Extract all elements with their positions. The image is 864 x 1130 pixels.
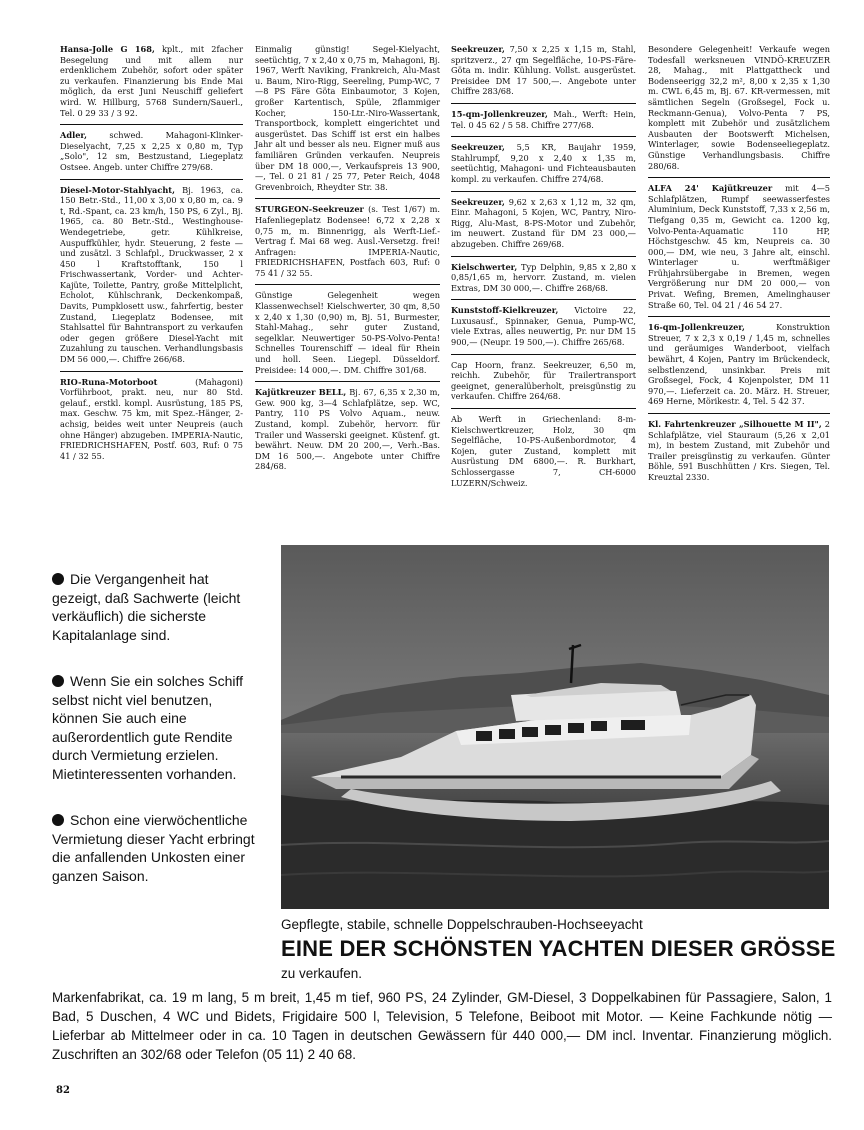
classified-ad [451,44,636,97]
ad-text: Victoire 22, Luxusausf., Spinnaker, Genua, Pump-WC, viele Extras, alles neuwertig, Pr. nur DM 15 900,— (Neupr. 19 500,—). Chiffre 265/68. [451,305,636,348]
selling-point [52,811,258,885]
ad-heading: ALFA 24' Kajütkreuzer [648,183,773,194]
ad-divider [451,299,636,300]
feature-caption: Gepflegte, stabile, schnelle Doppelschrauben-Hochseeyacht [281,917,643,932]
feature-subline: zu verkaufen. [281,966,363,981]
ad-text: Mah., Werft: Hein, Tel. 0 45 62 / 5 58. Chiffre 277/68. [451,108,636,130]
selling-point [52,570,258,644]
ad-heading: Kunststoff-Kielkreuzer, [451,305,559,316]
ad-heading: Adler, [60,130,87,141]
selling-point [52,672,258,783]
ad-heading: Hansa-Jolle G 168, [60,44,155,54]
ad-text: 9,62 x 2,63 x 1,12 m, 32 qm, Einr. Mahagoni, 5 Kojen, WC, Pantry, Niro-Rigg, Alu-Mast, 8-PS-Motor und Zubehör, im neuwert. Zustand für DM 23 000,— abzugeben. Chiffre 269/68. [451,196,636,249]
bullet-dot-icon [52,675,64,687]
ad-divider [60,371,243,372]
selling-point-text: Die Vergangenheit hat gezeigt, daß Sachwerte (leicht verkäuflich) die sicherste Kapitalanlage sind. [52,571,241,643]
classified-ad [255,290,440,375]
feature-body: Markenfabrikat, ca. 19 m lang, 5 m breit, 1,45 m tief, 960 PS, 24 Zylinder, GM-Diesel, 3 Doppelkabinen für Passagiere, Salon, 1 Bad, 5 Duschen, 4 WC und Bidets, Frigidaire 500 l, Television, 5 Telefone, Beiboot mit Motor. — Keine Fachkunde nötig — Lieferbar ab Mittelmeer oder in ca. 10 Tagen in deutschen Gewässern für 440 000,— DM incl. Inventar. Finanzierung möglich. Zuschriften an 302/68 oder Telefon (05 11) 2 40 68. [52,990,832,1062]
ad-text: 2 Schlafplätze, viel Stauraum (5,26 x 2,01 m), in bestem Zustand, mit Zubehör und Trailer preisgünstig zu verkaufen. Günter Böhle, 591 Buschhütten / Krs. Siegen, Tel. Kreuztal 2330. [648,419,830,482]
ad-heading: 16-qm-Jollenkreuzer, [648,322,745,333]
ad-divider [255,284,440,285]
ad-text: (s. Test 1/67) m. Hafenliegeplatz Bodensee! 6,72 x 2,28 x 0,75 m, m. Binnenrigg, als Werft-Lief.-Vertrag f. Mai 68 weg. Ausl.-Versetzg. frei! Anfragen: IMPERIA-Nautic, FRIEDRICHSHAFEN, Postfach 603, Ruf: 0 75 41 / 32 55. [255,204,440,278]
selling-point-text: Wenn Sie ein solches Schiff selbst nicht viel benutzen, können Sie auch eine außerordentlich gute Rendite durch Vermietung erzielen. Mietinteressenten vorhanden. [52,673,244,782]
ad-text: kplt., mit 2facher Besegelung und mit allem nur erdenklichem Zubehör, sofort oder später zu verkaufen. Finanzierung bis Ende Mai möglich, da erst Juni Neuschiff geliefert wird. W. Hillburg, 5768 Sundern/Sauerl., Tel. 0 29 33 / 3 92. [60,44,243,118]
ad-text: Ab Werft in Griechenland: 8-m-Kielschwertkreuzer, Holz, 30 qm Segelfläche, 10-PS-Außenbordmotor, 4 Kojen, guter Zustand, komplett mit Ausrüstung DM 6800,—. R. Burkhart, Schlossergasse 7, CH-6000 LUZERN/Schweiz. [451,414,636,488]
ad-divider [451,408,636,409]
ad-divider [60,179,243,180]
classified-ad [648,322,830,407]
classified-ad [648,419,830,483]
ad-heading: Seekreuzer, [451,44,505,54]
ad-divider [255,381,440,382]
yacht-photo [281,545,829,909]
page-number: 82 [56,1085,70,1096]
classified-ad [255,204,440,278]
ad-text: Günstige Gelegenheit wegen Klassenwechsel! Kielschwerter, 30 qm, 8,50 x 2,40 x 1,30 (0,90) m, Bj. 51, Burmester, Stahl-Mahag., sehr guter Zustand, segelklar. Neuwertiger 50-PS-Volvo-Penta! Schnelles Tourenschiff — ideal für Rhein und holl. Seen. Liegepl. Düsseldorf. Preisidee: 14 000,—. DM. Chiffre 301/68. [255,290,440,375]
ad-divider [451,191,636,192]
classified-column-2 [255,44,440,478]
ad-heading: Kielschwerter, [451,261,518,272]
ad-text: Typ Delphin, 9,85 x 2,80 x 0,85/1,65 m, hervorr. Zustand, m. vielen Extras, DM 30 000,—. Chiffre 268/68. [451,261,637,293]
classified-ad [451,360,636,402]
ad-text: schwed. Mahagoni-Klinker-Dieselyacht, 7,25 x 2,25 x 0,80 m, Typ „Solo", 12 sm, Bestzustand, Liegeplatz Ostsee. Angeb. unter Chiffre 279/68. [60,130,243,172]
ad-divider [60,124,243,125]
ad-divider [648,316,830,317]
ad-text: Bj. 1963, ca. 150 Betr.-Std., 11,00 x 3,00 x 0,80 m, ca. 9 t, Rd.-Spant, ca. 23 km/h, 150 PS, 6 Zyl., Bj. 1965, ca. 80 Betr.-Std., Westinghouse-Wendegetriebe, getr. Kühlkreise, Auspuffkühler, hydr. Steuerung, 2 feste — und zusätzl. 3 Schlafpl., Druckwasser, 2 x 450 l Kraftstofftank, 150 l Frischwassertank, Vorder- und Achter-Kajüte, Toilette, Pantry, große Mittelplicht, Echolot, Kühlschrank, Deckenkompaß, Davits, Pumpklosett usw., fahrfertig, bester Zustand, Liegeplatz Bodensee, mit Stahlsattel für Bahntransport zu verkaufen oder gegen größere Diesel-Yacht mit Zuzahlung zu tauschen. Verhandlungsbasis DM 56 000,—. Chiffre 266/68. [60,184,243,365]
ad-divider [648,177,830,178]
ad-heading: Seekreuzer, [451,196,505,207]
classified-ad [648,183,830,310]
ad-text: Cap Hoorn, franz. Seekreuzer, 6,50 m, reichh. Zubehör, für Trailertransport geeignet, generalüberholt, preisgünstig zu verkaufen. Chiffre 264/68. [451,359,636,402]
classified-ad [60,44,243,118]
ad-text: Besondere Gelegenheit! Verkaufe wegen Todesfall werksneuen VINDÖ-KREUZER 28, Mahag., mit Plattgattheck und Bodenseerigg 32,2 m², 8,00 x 2,35 x 1,30 m. CWL 6,45 m, Bj. 67. KR-vermessen, mit sämtlichen Segeln (Großsegel, Fock u. Reckmann-Genua), Volvo-Penta 7 PS, komplett mit Zubehör und zusätzlichem Ausbauten der Bootswerft Michelsen, Winterlager, sowie Bodenseeliegeplatz. Günstige Verhandlungsbasis. Chiffre 280/68. [648,44,830,171]
ad-divider [648,413,830,414]
ad-text: mit 4—5 Schlafplätzen, Rumpf seewasserfestes Aluminium, Deck Kunststoff, 7,33 x 2,56 m, Tiefgang 0,35 m, Gewicht ca. 1200 kg, Volvo-Penta-Aquamatic 110 HP, Höchstgeschw. 45 km, Neupreis ca. 30 000,— DM, wie neu, 3 Jahre alt, einschl. Winterlager u. werftmäßiger Frühjahrsübergabe in Bremen, wegen Vergrößerung nur DM 20 000,— von Privat. Wefing, Bremen, Amelinghauser Straße 60, Tel. 04 21 / 46 54 27. [648,183,830,310]
ad-divider [451,256,636,257]
ad-divider [451,354,636,355]
classified-ad [255,387,440,472]
ad-text: 7,50 x 2,25 x 1,15 m, Stahl, spritzverz., 27 qm Segelfläche, 10-PS-Färe-Göta m. indir. Kühlung. Vollst. ausgerüstet. Preisidee DM 17 500,—. Angebote unter Chiffre 283/68. [451,44,636,97]
classified-ad [451,414,636,488]
selling-points [52,570,258,913]
ad-heading: STURGEON-Seekreuzer [255,204,364,215]
ad-heading: RIO-Runa-Motorboot [60,376,158,387]
classified-ad [60,377,243,462]
ad-text: 5,5 KR, Baujahr 1959, Stahlrumpf, 9,20 x 2,40 x 1,35 m, seetüchtig, Mahagoni- und Fichteausbauten kompl. zu verkaufen. Chiffre 274/68. [451,142,636,184]
classified-ad [60,185,243,365]
ad-text: Einmalig günstig! Segel-Kielyacht, seetüchtig, 7 x 2,40 x 0,75 m, Mahagoni, Bj. 1967, Werft Naviking, Frankreich, Alu-Mast u. Baum, Niro-Rigg, Seereling, Pump-WC, 7—8 PS Färe Göta Einbaumotor, 3 Kojen, großer Kartentisch, Spüle, 2flammiger Kocher, 150-Ltr.-Niro-Wassertank, Transportbock, komplett eingerichtet und ausgerüstet. Das Schiff ist erst ein halbes Jahr alt und besser als neu. Eigner muß aus familiären Gründen verkaufen. Neupreis über DM 18 000,—, Verkaufspreis 13 900,—, Tel. 0 21 81 / 25 77, Peter Reich, 4048 Grevenbroich, Rheydter Str. 38. [255,44,440,192]
ad-heading: Kajütkreuzer BELL, [255,387,347,398]
ad-divider [255,198,440,199]
ad-text: (Mahagoni) Vorführboot, prakt. neu, nur 80 Std. gelauf., erstkl. kompl. Ausrüstung, 185 PS, max. Geschw. 75 km, mit Spez.-Hänger, 2-achsig, beides weit unter Neupreis (auch ohne Hänger) abzugeben. IMPERIA-Nautic, FRIEDRICHSHAFEN, Postf. 603, Ruf: 0 75 41 / 32 55. [60,376,243,461]
selling-point-text: Schon eine vierwöchentliche Vermietung dieser Yacht erbringt die anfallenden Unkosten einer ganzen Saison. [52,812,255,884]
ad-heading: Kl. Fahrtenkreuzer „Silhouette M II", [648,419,822,429]
bullet-dot-icon [52,573,64,585]
ad-text: Bj. 67, 6,35 x 2,30 m, Gew. 900 kg, 3—4 Schlafplätze, sep. WC, Pantry, 110 PS Volvo Aquam., neuw. Zustand, kompl. Zubehör, hervorr. für Trailer und Wasserski geeignet. Küstenf. gt. bewährt. Neuw. DM 20 200,—, Verh.-Bas. DM 16 500,—. Angebote unter Chiffre 284/68. [255,387,440,472]
classified-column-4 [648,44,830,489]
classified-ad [648,44,830,171]
ad-text: Konstruktion Streuer, 7 x 2,3 x 0,19 / 1,45 m, schnelles und geräumiges Wanderboot, vielfach bewährt, 4 Kojen, Pantry im Brückendeck, selbstlenzend, unsinkbar. Preis mit Großsegel, Fock, 4 Kojenpolster, DM 11 970,—. Lieferzeit ca. 20. März. H. Streuer, 469 Herne, Mörikestr. 4, Tel. 5 42 37. [648,322,830,407]
ad-divider [451,103,636,104]
classified-ad [60,130,243,172]
ad-heading: Diesel-Motor-Stahlyacht, [60,184,175,195]
classified-column-1 [60,44,243,467]
classified-ad [451,109,636,130]
bullet-dot-icon [52,814,64,826]
classified-ad [255,44,440,192]
classified-ad [451,142,636,184]
ad-heading: Seekreuzer, [451,142,505,153]
ad-heading: 15-qm-Jollenkreuzer, [451,108,548,119]
classified-ad [451,305,636,347]
ad-divider [451,136,636,137]
classified-ad [451,197,636,250]
feature-headline: EINE DER SCHÖNSTEN YACHTEN DIESER GRÖSSE [281,936,836,961]
classified-column-3 [451,44,636,494]
classified-ad [451,262,636,294]
